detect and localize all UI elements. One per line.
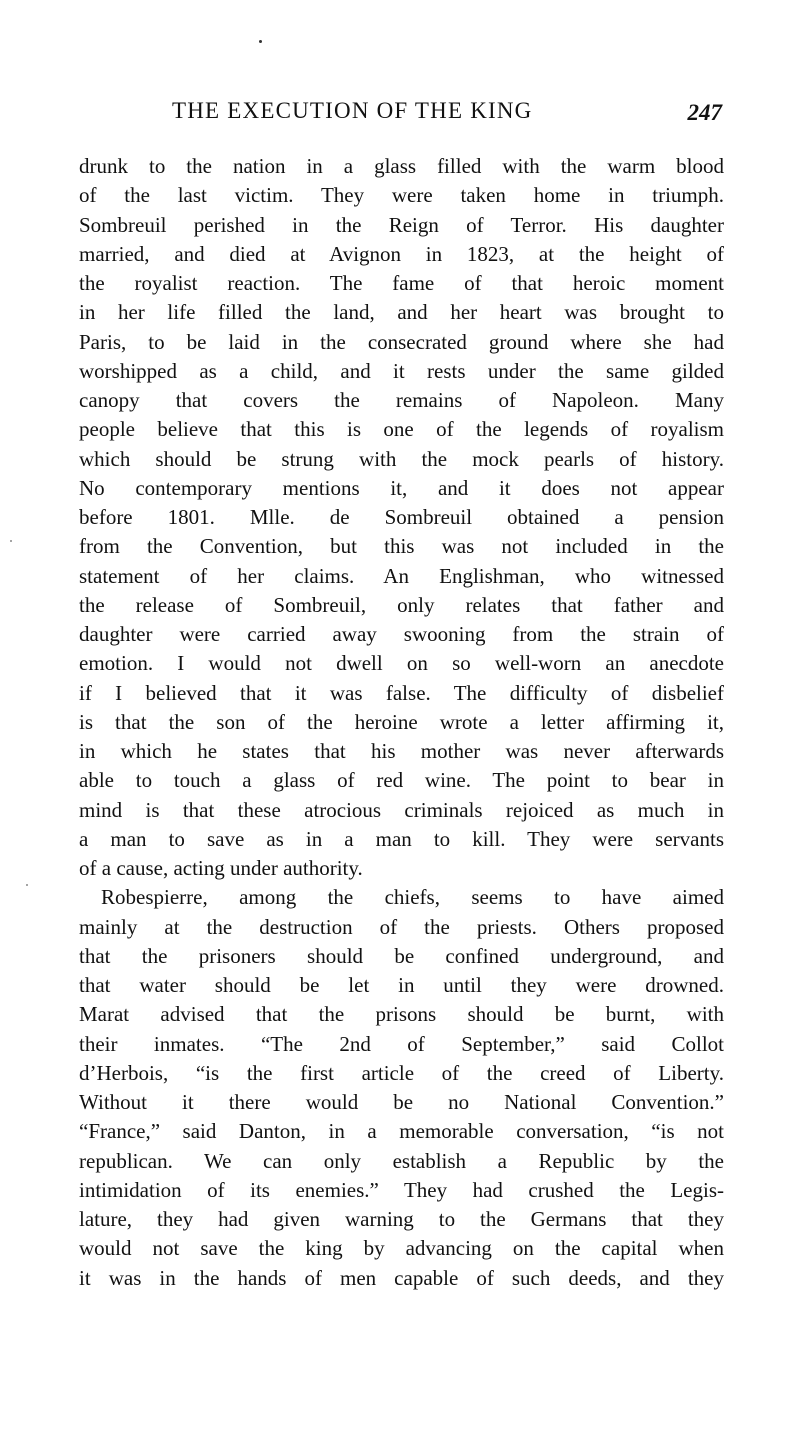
text-line: Marat advised that the prisons should be burnt, with [79,1002,724,1027]
text-line: drunk to the nation in a glass filled with the warm blood [79,154,724,178]
page-number: 247 [687,100,722,125]
text-line: intimidation of its enemies.” They had crushed the Legis- [79,1177,724,1202]
text-line: Paris, to be laid in the consecrated ground where she had [79,329,724,354]
text-line: Robespierre, among the chiefs, seems to have aimed [101,885,724,910]
text-line: daughter were carried away swooning from the strain of [79,622,724,646]
text-line: it was in the hands of men capable of such deeds, and they [79,1265,724,1290]
text-line: would not save the king by advancing on the capital when [79,1236,724,1261]
text-line: mainly at the destruction of the priests. Others proposed [79,914,724,939]
text-line: d’Herbois, “is the first article of the creed of Liberty. [79,1060,724,1085]
text-line: the release of Sombreuil, only relates that father and [79,592,724,617]
text-line: from the Convention, but this was not included in the [79,534,724,559]
text-line: able to touch a glass of red wine. The point to bear in [79,768,724,793]
text-line: that the prisoners should be confined underground, and [79,943,724,968]
text-line: of the last victim. They were taken home in triumph. [79,183,724,208]
text-line: before 1801. Mlle. de Sombreuil obtained a pension [79,505,724,529]
text-line: statement of her claims. An Englishman, who witnessed [79,563,724,588]
text-line: the royalist reaction. The fame of that heroic moment [79,271,724,295]
paragraph [79,883,724,1293]
text-line: “France,” said Danton, in a memorable conversation, “is not [79,1119,724,1144]
text-line: worshipped as a child, and it rests under the same gilded [79,358,724,383]
margin-speck [10,540,12,542]
text-line: married, and died at Avignon in 1823, at the height of [79,241,724,266]
text-line: of a cause, acting under authority. [79,856,363,880]
text-line: is that the son of the heroine wrote a letter affirming it, [79,709,724,734]
print-speck [259,40,262,43]
paragraph [79,152,724,883]
text-line: mind is that these atrocious criminals rejoiced as much in [79,797,724,822]
text-line: republican. We can only establish a Republic by the [79,1148,724,1173]
text-line: Sombreuil perished in the Reign of Terror. His daughter [79,212,724,237]
text-line: people believe that this is one of the legends of royalism [79,417,724,442]
text-line: lature, they had given warning to the Germans that they [79,1207,724,1231]
text-line: which should be strung with the mock pearls of history. [79,446,724,471]
text-line: their inmates. “The 2nd of September,” said Collot [79,1031,724,1056]
text-line: if I believed that it was false. The difficulty of disbelief [79,680,724,705]
text-line: Without it there would be no National Convention.” [79,1090,724,1114]
text-line: in which he states that his mother was never afterwards [79,739,724,763]
text-line: a man to save as in a man to kill. They were servants [79,826,724,851]
body-text [79,152,724,1293]
margin-speck [26,884,28,886]
text-line: canopy that covers the remains of Napoleon. Many [79,388,724,412]
text-line: in her life filled the land, and her heart was brought to [79,300,724,325]
text-line: that water should be let in until they were drowned. [79,973,724,997]
text-line: No contemporary mentions it, and it does not appear [79,475,724,500]
text-line: emotion. I would not dwell on so well-worn an anecdote [79,651,724,676]
running-header [78,98,724,134]
running-title: THE EXECUTION OF THE KING [172,98,533,123]
